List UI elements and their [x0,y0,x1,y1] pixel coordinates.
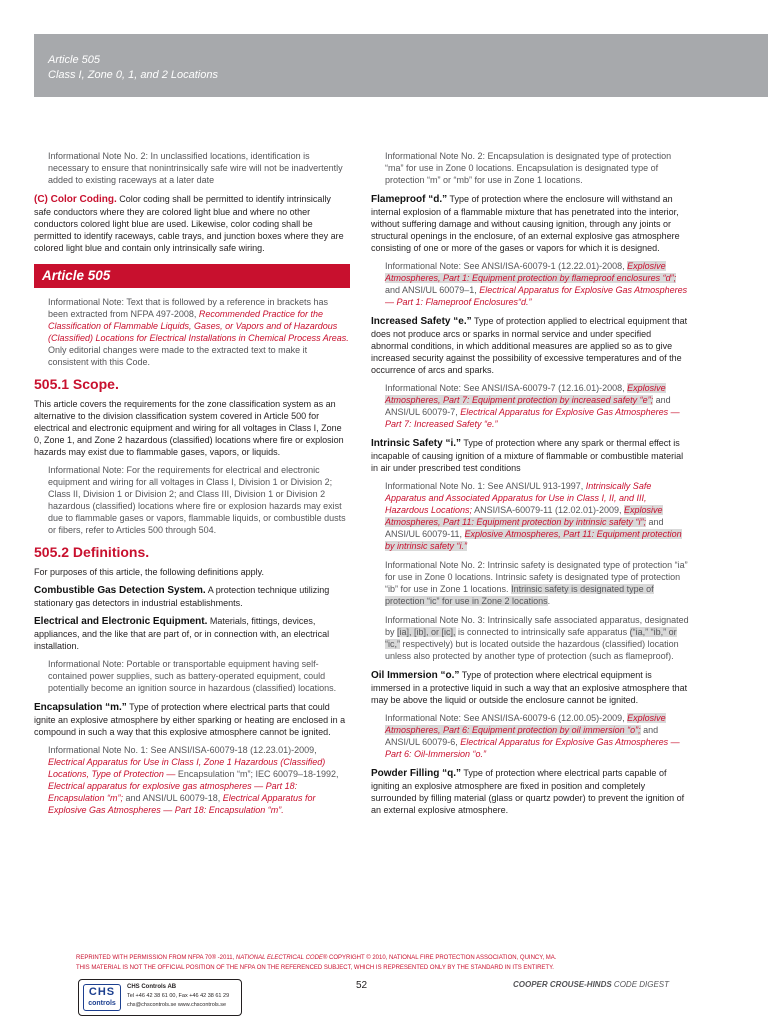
scope-paragraph: This article covers the requirements for the zone classification system as an alternative to the division classification system covered in Article 500 for electrical and electronic equipment and wiring for all voltages in Class I, Zone 0, Zone 1, and Zone 2 hazardous (classified) locations where fire or explosion hazards may exist due to flammable gases, vapors, or liquids. [34,399,344,457]
informational-note: Informational Note No. 2: Intrinsic safety is designated type of protection “ia” for use in Zone 0 locations. Intrinsic safety is designated type of protection “ib” for use in Zone 1 locations. Intrinsic safety is designated type of protection “ic” for use in Zone 2 locations. [385,560,688,606]
definition-flameproof: Flameproof “d.” Type of protection where the enclosure will withstand an internal explosion of a flammable mixture that has penetrated into the interior, without suffering damage and without causing ignition, through any joints or structural openings in the enclosure, of an external explosive gas atmosphere consisting of one or more of the gases or vapors for which it is designed. [371,194,680,253]
definition-powder-filling: Powder Filling “q.” Type of protection where electrical parts capable of igniting an explosive atmosphere are fixed in position and completely surrounded by filling material (glass or quartz powder) to prevent the ignition of an external explosive atmosphere. [371,768,685,815]
informational-note: Informational Note: See ANSI/ISA-60079-6 (12.00.05)-2009, Explosive Atmospheres, Part 6: Equipment protection by oil immersion “o”; and ANSI/UL 60079-6, Electrical Apparatus for Explosive Gas Atmospheres — Part 6: Oil-Immersion “o.” [385,713,680,759]
informational-note: Informational Note: See ANSI/ISA-60079-7 (12.16.01)-2008, Explosive Atmospheres, Part 7: Equipment protection by increased safety “e”; and ANSI/UL 60079-7, Electrical Apparatus for Explosive Gas Atmospheres — Part 7: Increased Safety “e.” [385,383,680,429]
page-header [34,34,768,97]
chs-logo-icon: CHS controls [83,984,121,1011]
section-heading-scope: 505.1 Scope. [34,376,119,392]
reprint-notice: REPRINTED WITH PERMISSION FROM NFPA 70® -2011, NATIONAL ELECTRICAL CODE® COPYRIGHT © 2010, NATIONAL FIRE PROTECTION ASSOCIATION, QUINCY, MA. THIS MATERIAL IS NOT THE OFFICIAL POSITION OF THE NFPA ON THE REFERENCED SUBJECT, WHICH IS REPRESENTED ONLY BY THE STANDARD IN ITS ENTIRETY. [76,955,557,971]
right-column [371,150,689,822]
term-color-coding: (C) Color Coding. [34,194,117,205]
section-heading-definitions: 505.2 Definitions. [34,544,150,560]
definition-electrical-equipment: Electrical and Electronic Equipment. Materials, fittings, devices, appliances, and the like that are part of, or in connection with, an electrical installation. [34,616,330,651]
definition-text: Color coding shall be permitted to identify intrinsically safe conductors where they are colored light blue and where no other conductors colored light blue are used. Likewise, color coding shall be permitted to identify raceways, cable trays, and junction boxes where they are colored light blue and contain only intrinsically safe wiring. [34,194,344,253]
informational-note: Informational Note: See ANSI/ISA-60079-1 (12.22.01)-2008, Explosive Atmospheres, Part 1: Equipment protection by flameproof enclosures “d”; and ANSI/UL 60079–1, Electrical Apparatus for Explosive Gas Atmospheres — Part 1: Flameproof Enclosures“d.” [385,261,688,307]
header-subtitle: Class I, Zone 0, 1, and 2 Locations [48,69,218,81]
definitions-intro: For purposes of this article, the following definitions apply. [34,567,264,577]
definition-intrinsic-safety: Intrinsic Safety “i.” Type of protection where any spark or thermal effect is incapable of causing ignition of a mixture of flammable or combustible material in air under prescribed test conditions [371,438,684,473]
publication-brand: COOPER CROUSE-HINDS CODE DIGEST [513,980,670,989]
informational-note: Informational Note No. 1: See ANSI/ISA-60079-18 (12.23.01)-2009, Electrical Apparatus for Use in Class I, Zone 1 Hazardous (Classified) Locations, Type of Protection — Encapsulation “m”; IEC 60079–18-1992, Electrical apparatus for explosive gas atmospheres — Part 18: Encapsulation “m”; and ANSI/UL 60079-18, Electrical Apparatus for Explosive Gas Atmospheres — Part 18: Encapsulation “m”. [48,745,339,815]
definition-increased-safety: Increased Safety “e.” Type of protection applied to electrical equipment that does not produce arcs or sparks in normal service and under specified abnormal conditions, in which additional measures are applied so as to give increased security against the possibility of excessive temperatures and of the occurrence of arcs and sparks. [371,316,688,375]
informational-note: Informational Note No. 2: Encapsulation is designated type of protection “ma” for use in Zone 0 locations. Encapsulation is designated type of protection “m” or “mb” for use in Zone 1 locations. [385,151,672,185]
left-column [34,150,350,823]
article-banner: Article 505 [34,264,350,288]
informational-note: Informational Note: Text that is followed by a reference in brackets has been extracted from NFPA 497-2008, Recommended Practice for the Classification of Flammable Liquids, Gases, or Vapors and of Hazardous (Classified) Locations for Electrical Installations in Chemical Process Areas. Only editorial changes were made to the extracted text to make it consistent with this Code. [48,297,349,367]
header-article: Article 505 [48,54,100,66]
informational-note: Informational Note: Portable or transportable equipment having self-contained power supplies, such as battery-operated equipment, could potentially become an ignition source in hazardous (classified) locations. [48,659,337,693]
definition-combustible-gas: Combustible Gas Detection System. A protection technique utilizing stationary gas detectors in industrial establishments. [34,585,330,608]
distributor-stamp [78,979,242,1016]
definition-oil-immersion: Oil Immersion “o.” Type of protection where electrical equipment is immersed in a protective liquid in such a way that an explosive atmosphere that may be above the liquid or outside the enclosure cannot be ignited. [371,670,688,705]
color-coding-paragraph [34,193,350,254]
distributor-contact: CHS Controls AB Tel +46 42 38 61 00, Fax +46 42 38 61 29 chs@chscontrols.se www.chscontrols.se [127,984,230,1008]
informational-note: Informational Note No. 2: In unclassified locations, identification is necessary to ensure that nonintrinsically safe wire will not be inadvertently added to existing raceways at a later date [48,151,343,185]
informational-note: Informational Note No. 3: Intrinsically safe associated apparatus, designated by [ia], [ib], or [ic], is connected to intrinsically safe apparatus (“ia,” “ib,” or “ic,” respectively) but is located outside the hazardous (classified) location unless also protected by another type of protection (such as flameproof). [385,615,689,661]
definition-encapsulation: Encapsulation “m.” Type of protection where electrical parts that could ignite an explosive atmosphere by either sparking or heating are enclosed in a compound in such a way that this explosive atmosphere cannot be ignited. [34,702,346,737]
page-number: 52 [356,980,368,991]
informational-note: Informational Note No. 1: See ANSI/UL 913-1997, Intrinsically Safe Apparatus and Associated Apparatus for Use in Class I, II, and III, Hazardous Locations; ANSI/ISA-60079-11 (12.02.01)-2009, Explosive Atmospheres, Part 11: Equipment protection by intrinsic safety “i”; and ANSI/UL 60079-11, Explosive Atmospheres, Part 11: Equipment protection by intrinsic safety “i.” [385,481,682,551]
informational-note: Informational Note: For the requirements for electrical and electronic equipment and wiring for all voltages in Class I, Division 1 or Division 2; Class II, Division 1 or Division 2; and Class III, Division 1 or Division 2 hazardous (classified) locations where fire or explosion hazards may exist due to flammable gases or vapors, flammable liquids, or combustible dusts or fibers, refer to Articles 500 through 504. [48,465,346,535]
